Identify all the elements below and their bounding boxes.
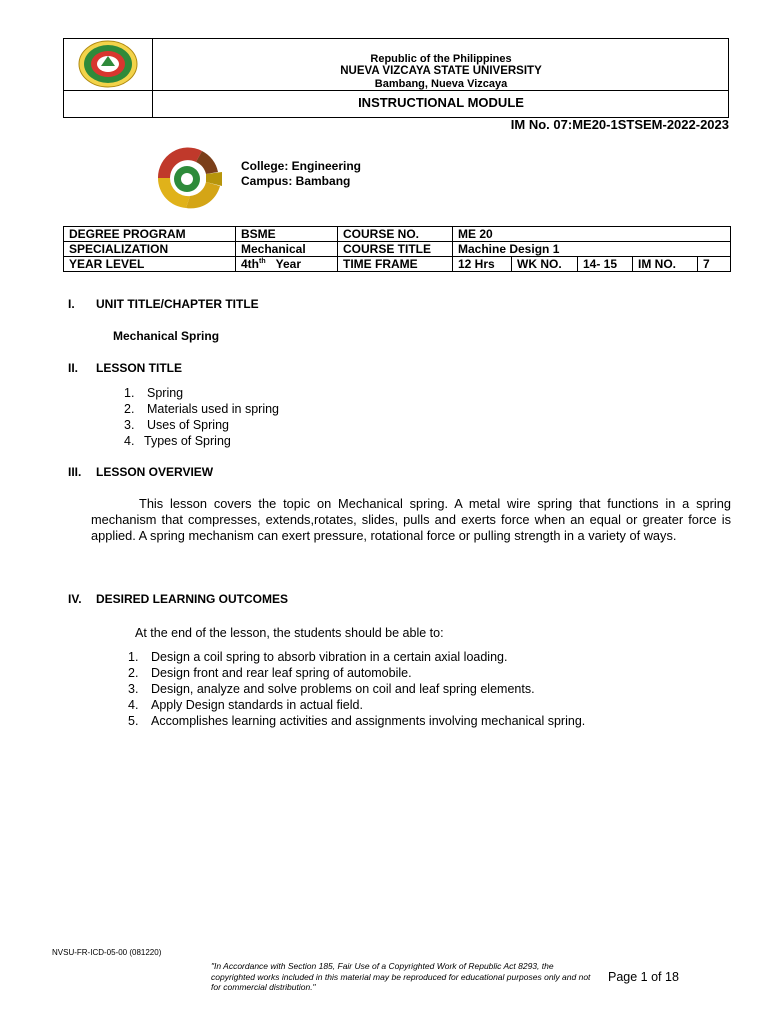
wk-no-value: 14- 15 <box>578 257 633 272</box>
section-1-number: I. <box>68 297 75 311</box>
college-label: College: Engineering <box>241 159 362 173</box>
university-seal-logo <box>77 40 139 88</box>
list-item: Spring <box>147 386 184 400</box>
year-number: 4th <box>241 256 259 271</box>
course-title-label: COURSE TITLE <box>338 242 453 257</box>
section-4-number: IV. <box>68 592 82 606</box>
list-item: Apply Design standards in actual field. <box>151 698 363 712</box>
year-superscript: th <box>259 257 266 265</box>
list-item: Design front and rear leaf spring of automobile. <box>151 666 412 680</box>
unit-title: Mechanical Spring <box>113 329 220 343</box>
im-number: IM No. 07:ME20-1STSEM-2022-2023 <box>510 117 729 132</box>
overview-text: This lesson covers the topic on Mechanical spring. A metal wire spring that functions in a spring mechanism that compresses, extends,rotates, slides, pulls and exerts force when an equal or greater force is applied. A spring mechanism can exert pressure, rotational force or pulling strength in a variety of ways. <box>91 496 731 543</box>
table-row <box>64 242 731 257</box>
list-item: Materials used in spring <box>147 402 280 416</box>
course-no-value: ME 20 <box>453 227 731 242</box>
university-address: Bambang, Nueva Vizcaya <box>374 78 508 90</box>
im-no-label: IM NO. <box>633 257 698 272</box>
university-name: NUEVA VIZCAYA STATE UNIVERSITY <box>340 65 542 77</box>
copyright-note: "In Accordance with Section 185, Fair Use of a Copyrighted Work of Republic Act 8293, the copyrighted works included in this material may be reproduced for educational purposes only and not for commercial distribution." <box>211 961 591 992</box>
page-number: Page 1 of 18 <box>608 970 679 984</box>
specialization-label: SPECIALIZATION <box>64 242 236 257</box>
section-3-title: LESSON OVERVIEW <box>96 465 214 479</box>
list-item: Types of Spring <box>144 434 231 448</box>
specialization-value: Mechanical <box>236 242 338 257</box>
list-item-number: 4. <box>128 698 139 712</box>
engineering-college-logo <box>150 142 230 212</box>
im-no-value: 7 <box>698 257 731 272</box>
time-frame-label: TIME FRAME <box>338 257 453 272</box>
module-title: INSTRUCTIONAL MODULE <box>358 95 524 110</box>
list-item-number: 1. <box>128 650 139 664</box>
section-3-number: III. <box>68 465 82 479</box>
course-info-table <box>63 226 731 272</box>
list-item-number: 1. <box>124 386 135 400</box>
header-divider-horizontal <box>63 90 729 91</box>
lesson-overview-paragraph <box>91 496 731 544</box>
list-item-number: 2. <box>128 666 139 680</box>
degree-program-label: DEGREE PROGRAM <box>64 227 236 242</box>
form-code: NVSU-FR-ICD-05-00 (081220) <box>52 948 162 957</box>
list-item-number: 2. <box>124 402 135 416</box>
course-title-value: Machine Design 1 <box>453 242 731 257</box>
list-item: Accomplishes learning activities and assignments involving mechanical spring. <box>151 714 586 728</box>
list-item-number: 5. <box>128 714 139 728</box>
year-level-value <box>236 257 338 272</box>
list-item: Design, analyze and solve problems on coil and leaf spring elements. <box>151 682 535 696</box>
section-2-number: II. <box>68 361 79 375</box>
list-item-number: 3. <box>124 418 135 432</box>
section-4-title: DESIRED LEARNING OUTCOMES <box>96 592 289 606</box>
section-2-title: LESSON TITLE <box>96 361 183 375</box>
list-item-number: 4. <box>124 434 135 448</box>
course-no-label: COURSE NO. <box>338 227 453 242</box>
year-level-label: YEAR LEVEL <box>64 257 236 272</box>
outcomes-intro: At the end of the lesson, the students should be able to: <box>135 626 444 640</box>
list-item: Uses of Spring <box>147 418 229 432</box>
table-row <box>64 257 731 272</box>
year-word: Year <box>275 256 301 271</box>
table-row <box>64 227 731 242</box>
section-1-title: UNIT TITLE/CHAPTER TITLE <box>96 297 259 311</box>
campus-label: Campus: Bambang <box>241 174 351 188</box>
wk-no-label: WK NO. <box>512 257 578 272</box>
time-frame-value: 12 Hrs <box>453 257 512 272</box>
list-item: Design a coil spring to absorb vibration in a certain axial loading. <box>151 650 508 664</box>
list-item-number: 3. <box>128 682 139 696</box>
degree-program-value: BSME <box>236 227 338 242</box>
republic-text: Republic of the Philippines <box>370 53 512 65</box>
